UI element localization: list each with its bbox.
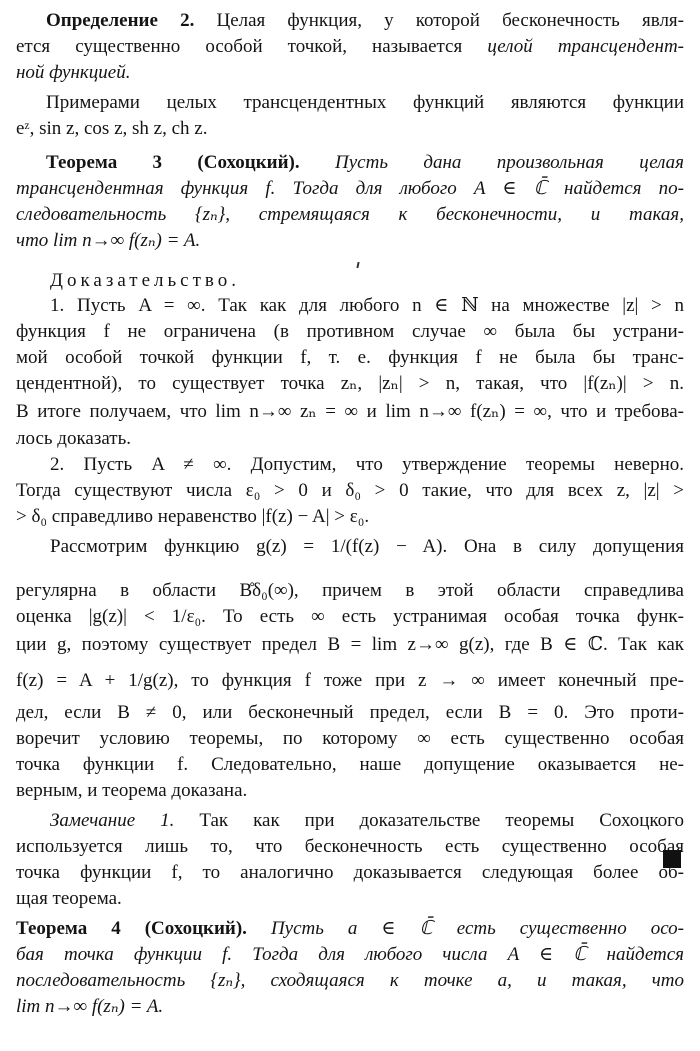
proof-p3-line-1: Рассмотрим функцию g(z) = 1/(f(z) − A). Она в силу допущения [50,536,684,557]
remark-1-title: Замечание 1. [50,810,175,831]
proof-p3-line-2: регулярна в области B̊δ₀(∞), причем в этой области справедлива [16,580,684,601]
theorem-4-line-2: бая точка функции f. Тогда для любого числа A ∈ ℂ̄ найдется [16,944,684,965]
examples-line-1: Примерами целых трансцендентных функций являются функции [46,92,684,113]
theorem-3-line-3: следовательность {zₙ}, стремящаяся к бесконечности, и такая, [16,204,684,225]
proof-p1-line-2: функция f не ограничена (в противном случае ∞ была бы устрани- [16,321,684,342]
proof-p3-line-3: оценка |g(z)| < 1/ε₀. То есть ∞ есть устранимая особая точка функ- [16,606,684,627]
proof-p3-line-4: ции g, поэтому существует предел B = lim z→∞ g(z), где B ∈ ℂ. Так как [16,634,684,655]
examples-line-2: eᶻ, sin z, cos z, sh z, ch z. [16,118,208,139]
definition-2-title: Определение 2. [46,10,195,31]
theorem-4-line-3: последовательность {zₙ}, сходящаяся к точке a, и такая, что [16,970,684,991]
proof-p3-line-8: точка функции f. Следовательно, наше допущение оказывается не- [16,754,684,775]
theorem-4-line-4: lim n→∞ f(zₙ) = A. [16,996,164,1017]
theorem-4-title: Теорема 4 (Сохоцкий). [16,918,247,939]
proof-heading: Доказательство. [50,270,240,291]
theorem-3-line-1: Теорема 3 (Сохоцкий). Пусть дана произвольная целая [46,152,684,173]
theorem-3-line-2: трансцендентная функция f. Тогда для любого A ∈ ℂ̄ найдется по- [16,178,684,199]
remark-1-line-2: используется лишь то, что бесконечность есть существенно особая [16,836,684,857]
proof-p1-line-5: В итоге получаем, что lim n→∞ zₙ = ∞ и lim n→∞ f(zₙ) = ∞, что и требова- [16,401,684,422]
definition-2-line-1: Определение 2. Целая функция, у которой бесконечность явля- [46,10,684,31]
definition-2-line-3: ной функцией. [16,62,131,83]
proof-p1-line-3: мой особой точкой функции f, т. е. функция f не была бы транс- [16,347,684,368]
proof-p2-line-2: Тогда существуют числа ε₀ > 0 и δ₀ > 0 такие, что для всех z, |z| > [16,480,684,501]
proof-p2-line-3: > δ₀ справедливо неравенство |f(z) − A| > ε₀. [16,506,370,527]
remark-1-line-4: щая теорема. [16,888,122,909]
proof-p3-line-9: верным, и теорема доказана. [16,780,248,801]
proof-p1-line-6: лось доказать. [16,428,132,449]
theorem-3-title: Теорема 3 (Сохоцкий). [46,152,300,173]
proof-p3-line-5: f(z) = A + 1/g(z), то функция f тоже при z → ∞ имеет конечный пре- [16,670,684,691]
proof-p2-line-1: 2. Пусть A ≠ ∞. Допустим, что утверждение теоремы неверно. [50,454,684,475]
theorem-3-line-4: что lim n→∞ f(zₙ) = A. [16,230,201,251]
proof-p1-line-4: цендентной), то существует точка zₙ, |zₙ| > n, такая, что |f(zₙ)| > n. [16,373,684,394]
theorem-4-line-1: Теорема 4 (Сохоцкий). Пусть a ∈ ℂ̄ есть существенно осо- [16,918,684,939]
proof-p3-line-6: дел, если B ≠ 0, или бесконечный предел, если B = 0. Это проти- [16,702,684,723]
proof-p1-line-1: 1. Пусть A = ∞. Так как для любого n ∈ ℕ на множестве |z| > n [50,295,684,316]
remark-1-line-1: Замечание 1. Так как при доказательстве теоремы Сохоцкого [50,810,684,831]
definition-2-line-2: ется существенно особой точкой, называется целой трансцендент- [16,36,684,57]
remark-1-line-3: точка функции f, то аналогично доказывается следующая более об- [16,862,684,883]
proof-p3-line-7: воречит условию теоремы, по которому ∞ есть существенно особая [16,728,684,749]
